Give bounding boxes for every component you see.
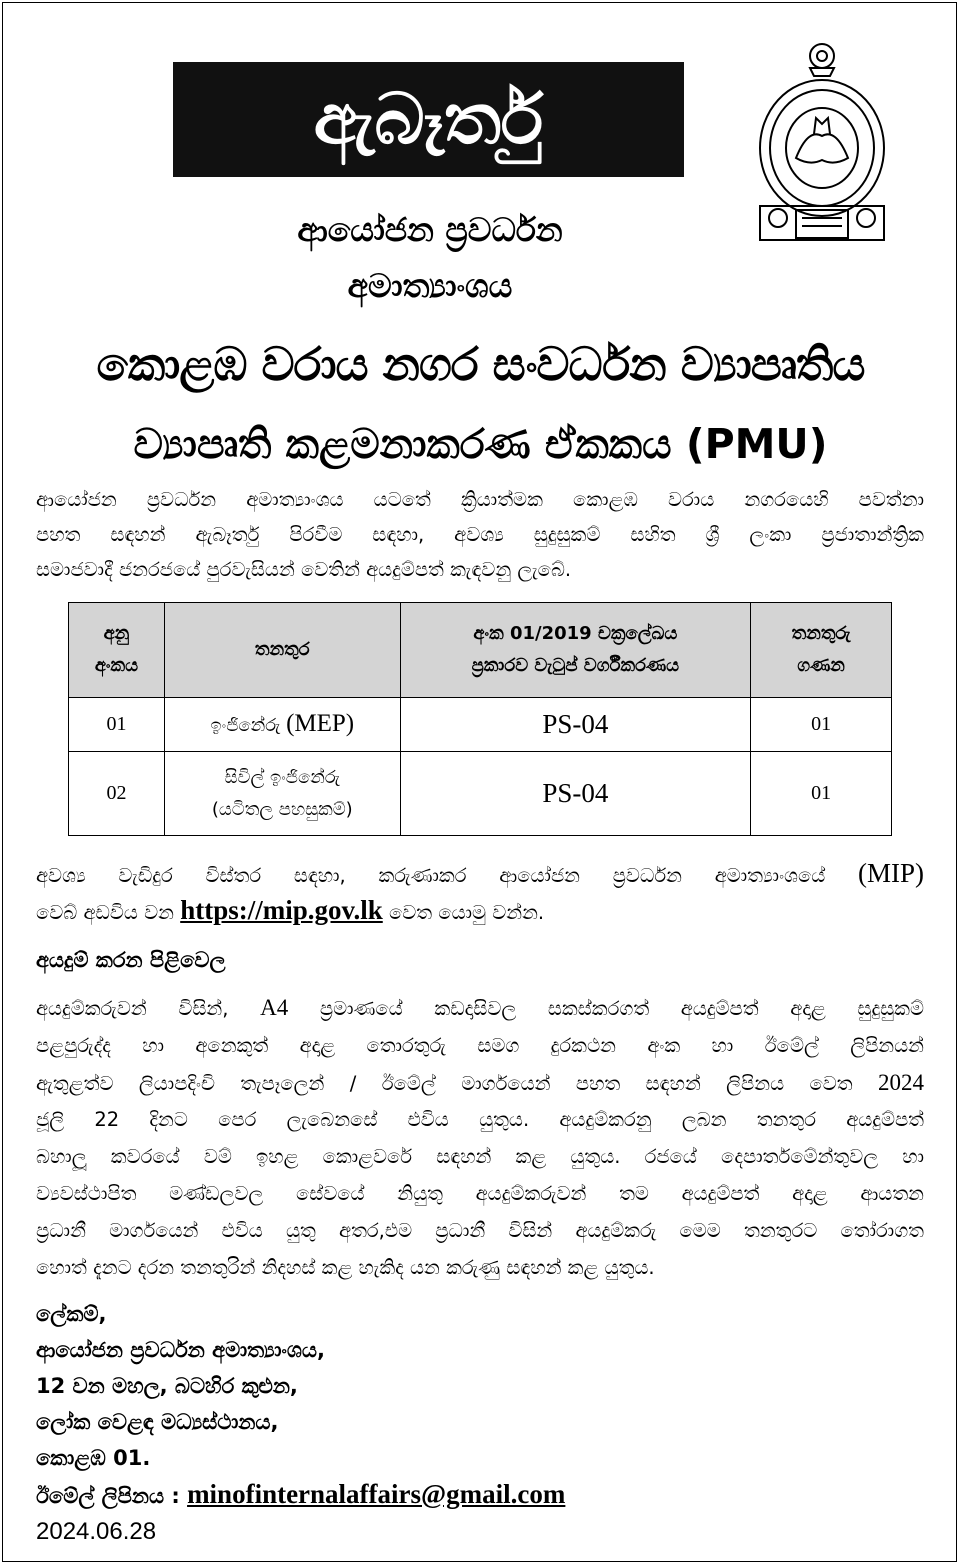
table-row bbox=[69, 698, 892, 752]
email-link[interactable]: minofinternalaffairs@gmail.com bbox=[187, 1479, 566, 1509]
apply-line: ප්‍රධානී මාර්ගයෙන් එවිය යුතු අතර,එම ප්‍රධානී විසින් අයදුම්කරු මෙම තනතුරට තෝරාගත bbox=[36, 1218, 924, 1242]
project-title: කොළඹ වරාය නගර සංවර්ධන ව්‍යාපෘතිය bbox=[96, 337, 865, 391]
ministry-name-line2: අමාත්‍යාංශය bbox=[347, 266, 513, 305]
unit-title: ව්‍යාපෘති කළමනාකරණ ඒකකය (PMU) bbox=[133, 420, 828, 468]
address-line: ලෝක වෙළඳ මධ්‍යස්ථානය, bbox=[36, 1410, 279, 1434]
row-serial-no: 01 bbox=[69, 698, 165, 752]
table-row bbox=[69, 752, 892, 836]
signatory-org: ආයෝජන ප්‍රවර්ධන අමාත්‍යාංශය, bbox=[36, 1338, 325, 1362]
details-line: අවශ්‍ය වැඩිදුර විස්තර සඳහා, කරුණාකර ආයෝජන ප්‍රවර්ධන අමාත්‍යාංශයේ (MIP) bbox=[36, 858, 924, 888]
website-link[interactable]: https://mip.gov.lk bbox=[180, 895, 383, 925]
notice-date: 2024.06.28 bbox=[36, 1518, 157, 1545]
intro-line: ආයෝජන ප්‍රවර්ධන අමාත්‍යාංශය යටතේ ක්‍රියාත්මක කොළඹ වරාය නගරයෙහි පවත්නා bbox=[36, 488, 924, 511]
row-salary-class: PS-04 bbox=[400, 752, 751, 836]
signatory-title: ලේකම්, bbox=[36, 1302, 107, 1326]
row-post: ඉංජිනේරු (MEP) bbox=[164, 698, 400, 752]
row-serial-no: 02 bbox=[69, 752, 165, 836]
signature-block bbox=[36, 1296, 565, 1550]
row-post: සිවිල් ඉංජිනේරු (යටිතල පහසුකම්) bbox=[164, 752, 400, 836]
header-post: තනතුර bbox=[164, 603, 400, 698]
email-line: ඊමේල් ලිපිනය : minofinternalaffairs@gmail.com bbox=[36, 1479, 566, 1509]
row-post-count: 01 bbox=[751, 698, 892, 752]
apply-line: ව්‍යවස්ථාපිත මණ්ඩලවල සේවයේ නියුතු අයදුම්කරුවන් තම අයදුම්පත් අදාළ ආයතන bbox=[36, 1181, 924, 1205]
apply-line: ජූලි 22 දිනට පෙර ලැබෙනසේ එවිය යුතුය. අයදුම්කරනු ලබන තනතුර අයදුම්පත් bbox=[36, 1108, 924, 1132]
row-salary-class: PS-04 bbox=[400, 698, 751, 752]
application-procedure-heading: අයදුම් කරන පිළිවෙල bbox=[36, 948, 226, 972]
application-procedure-paragraph bbox=[36, 990, 924, 1286]
address-line: 12 වන මහල, බටහිර කුළුන, bbox=[36, 1374, 298, 1398]
intro-line: පහත සඳහන් ඇබෑර්තු පිරවීම සඳහා, අවශ්‍ය සුදුසුකම් සහිත ශ්‍රී ලංකා ප්‍රජාතාන්ත්‍රික bbox=[36, 523, 924, 546]
address-line: කොළඹ 01. bbox=[36, 1446, 151, 1470]
apply-line: ඇතුළත්ව ලියාපදිංචි තැපෑලෙන් / ඊමේල් මාර්ගයෙන් පහත සඳහන් ලිපිනය වෙත 2024 bbox=[36, 1069, 924, 1095]
intro-line: සමාජවාදී ජනරජයේ පුරවැසියන් වෙතින් අයදුම්පත් කැඳවනු ලැබේ. bbox=[36, 558, 572, 581]
vacancies-banner: ඇබෑර්තු bbox=[173, 62, 684, 177]
details-line: වෙබ් අඩවිය වන https://mip.gov.lk වෙත යොමු වන්න. bbox=[36, 895, 545, 925]
sri-lanka-emblem-icon bbox=[750, 38, 894, 248]
apply-line: හොත් දැනට දරන තනතුරින් නිදහස් කළ හැකිද යන කරුණු සඳහන් කළ යුතුය. bbox=[36, 1255, 655, 1279]
vacancy-table bbox=[68, 602, 892, 836]
table-header-row bbox=[69, 603, 892, 698]
row-post-count: 01 bbox=[751, 752, 892, 836]
details-paragraph bbox=[36, 856, 924, 930]
apply-line: බහාලූ කවරයේ වම් ඉහළ කොළවරේ සඳහන් කළ යුතුය. රජයේ දෙපාර්තමේන්තුවල හා bbox=[36, 1145, 924, 1169]
intro-paragraph bbox=[36, 482, 924, 587]
header-salary-class: අංක 01/2019 චක්‍රලේඛය ප්‍රකාරව වැටුප් වර්ගීකරණය bbox=[400, 603, 751, 698]
header-post-count: තනතුරු ගණන bbox=[751, 603, 892, 698]
apply-line: පළපුරුද්ද හා අනෙකුත් අදාළ තොරතුරු සමග දුරකථන අංක හා ඊමේල් ලිපිනයන් bbox=[36, 1033, 924, 1057]
header-serial-no: අනු අංකය bbox=[69, 603, 165, 698]
apply-line: අයදුම්කරුවන් විසින්, A4 ප්‍රමාණයේ කඩදාසිවල සකස්කරගත් අයදුම්පත් අදාළ සුදුසුකම් bbox=[36, 995, 924, 1020]
ministry-name-line1: ආයෝජන ප්‍රවර්ධන bbox=[297, 210, 563, 249]
